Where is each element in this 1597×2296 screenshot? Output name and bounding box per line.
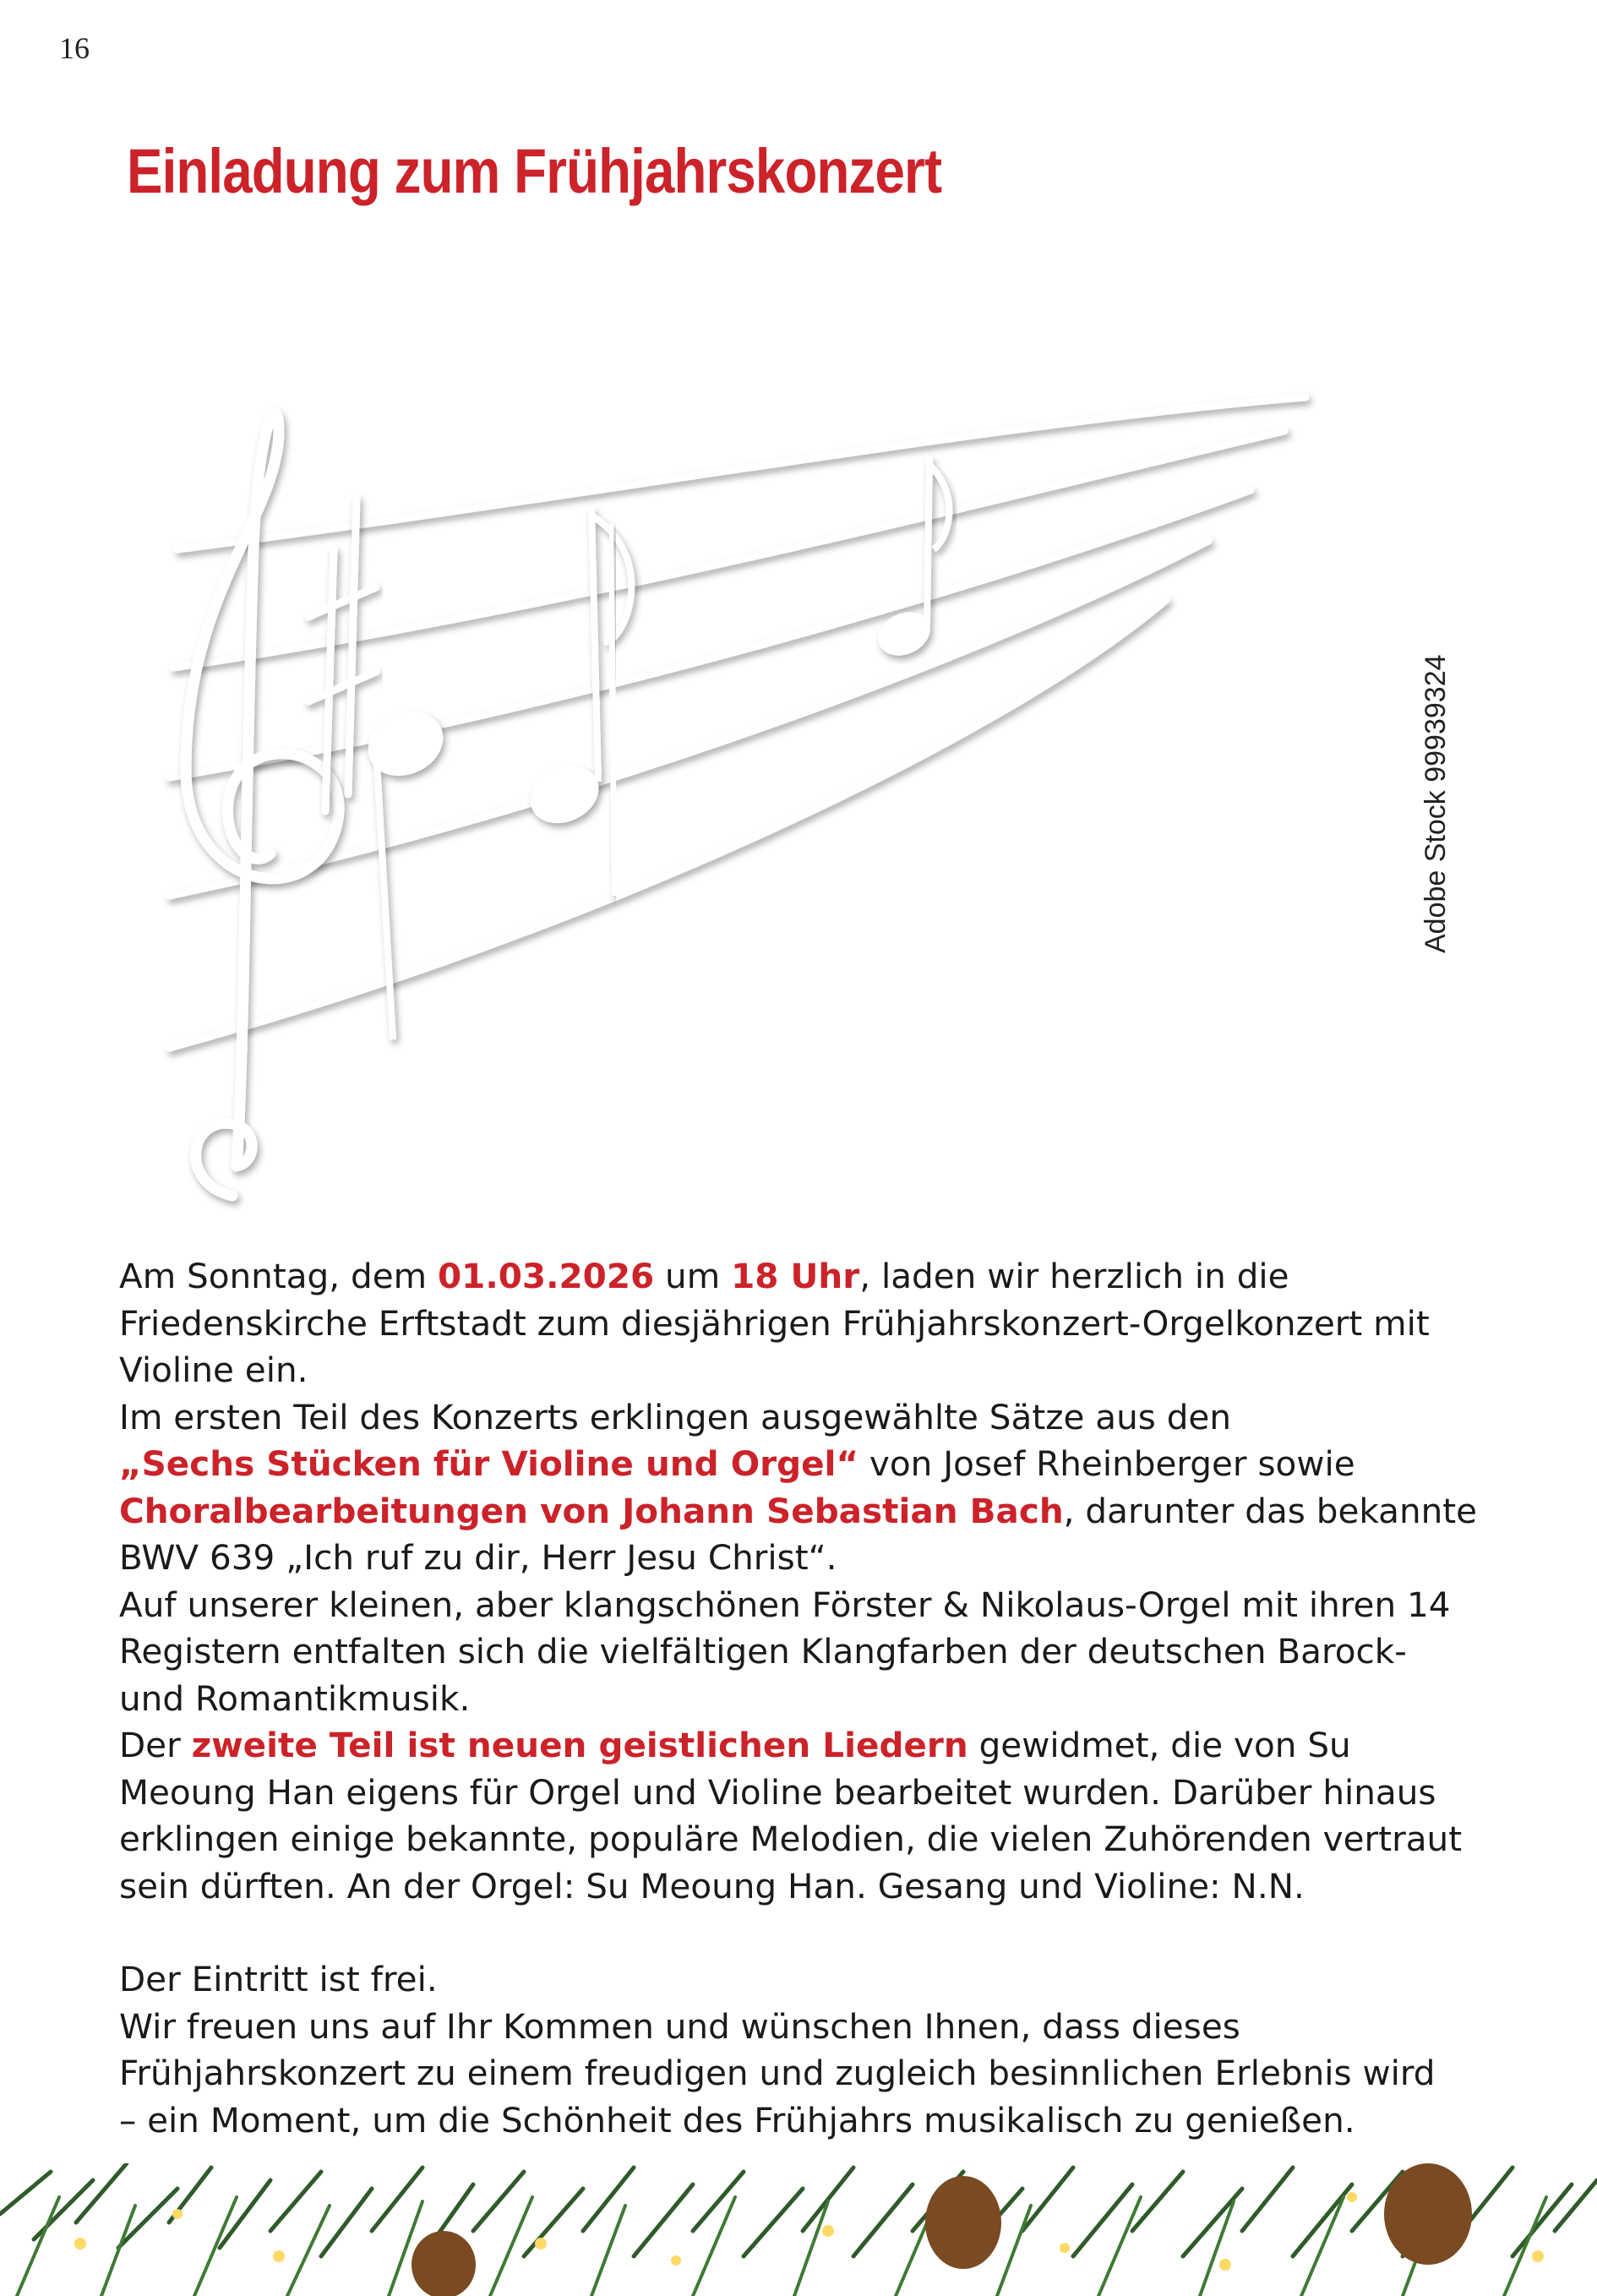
text: , darunter das bekannte: [1063, 1490, 1478, 1531]
page-number: 16: [59, 31, 90, 65]
highlight-rheinberger: „Sechs Stücken für Violine und Orgel“: [119, 1443, 859, 1484]
article-body: [119, 1253, 1488, 2144]
text: Friedenskirche Erftstadt zum diesjährigen Frühjahrskonzert-Orgelkonzert mit: [119, 1302, 1430, 1344]
page-title: Einladung zum Frühjahrskonzert: [127, 136, 942, 206]
text: BWV 639 „Ich ruf zu dir, Herr Jesu Christ“.: [119, 1537, 837, 1578]
paragraph-intro: [119, 1253, 1488, 1394]
text: sein dürften. An der Orgel: Su Meoung Han. Gesang und Violine: N.N.: [119, 1865, 1305, 1906]
text: , laden wir herzlich in die: [859, 1256, 1289, 1296]
staff-lines: [169, 397, 1305, 1048]
paragraph-program-part-one: [119, 1394, 1488, 1582]
bar-line: [610, 524, 615, 896]
music-staff-illustration: [152, 372, 1335, 1217]
text: Auf unserer kleinen, aber klangschönen Förster & Nikolaus-Orgel mit ihren 14: [119, 1584, 1451, 1625]
text: erklingen einige bekannte, populäre Melodien, die vielen Zuhörenden vertraut: [119, 1819, 1463, 1859]
text: und Romantikmusik.: [119, 1677, 471, 1719]
text: von Josef Rheinberger sowie: [858, 1443, 1355, 1484]
text: Im ersten Teil des Konzerts erklingen ausgewählte Sätze aus den: [119, 1396, 1232, 1437]
highlight-part-two: zweite Teil ist neuen geistlichen Liedern: [191, 1725, 968, 1765]
text: um: [654, 1256, 732, 1296]
eighth-note-icon: [875, 456, 949, 659]
text: Violine ein.: [119, 1350, 308, 1390]
text: Am Sonntag, dem: [119, 1256, 438, 1296]
text: Registern entfalten sich die vielfältigen Klangfarben der deutschen Barock-: [119, 1631, 1407, 1672]
text: Frühjahrskonzert zu einem freudigen und zugleich besinnlichen Erlebnis wird: [119, 2053, 1436, 2093]
concert-time: 18 Uhr: [731, 1256, 860, 1296]
paragraph-closing: [119, 1956, 1488, 2144]
highlight-bach: Choralbearbeitungen von Johann Sebastian Bach: [119, 1490, 1064, 1531]
text: Wir freuen uns auf Ihr Kommen und wünschen Ihnen, dass dieses: [119, 2005, 1240, 2047]
concert-date: 01.03.2026: [437, 1256, 655, 1296]
text: Meoung Han eigens für Orgel und Violine bearbeitet wurden. Darüber hinaus: [119, 1771, 1436, 1813]
fir-garland-icon: [0, 2163, 1597, 2296]
image-credit: Adobe Stock 99939324: [1420, 654, 1452, 953]
text: Der Eintritt ist frei.: [119, 1959, 438, 1999]
text: – ein Moment, um die Schönheit des Frühjahrs musikalisch zu genießen.: [119, 2099, 1355, 2141]
text: gewidmet, die von Su: [967, 1725, 1351, 1765]
paragraph-organ: [119, 1582, 1488, 1723]
paragraph-program-part-two: [119, 1722, 1488, 1910]
text: Der: [119, 1725, 192, 1765]
